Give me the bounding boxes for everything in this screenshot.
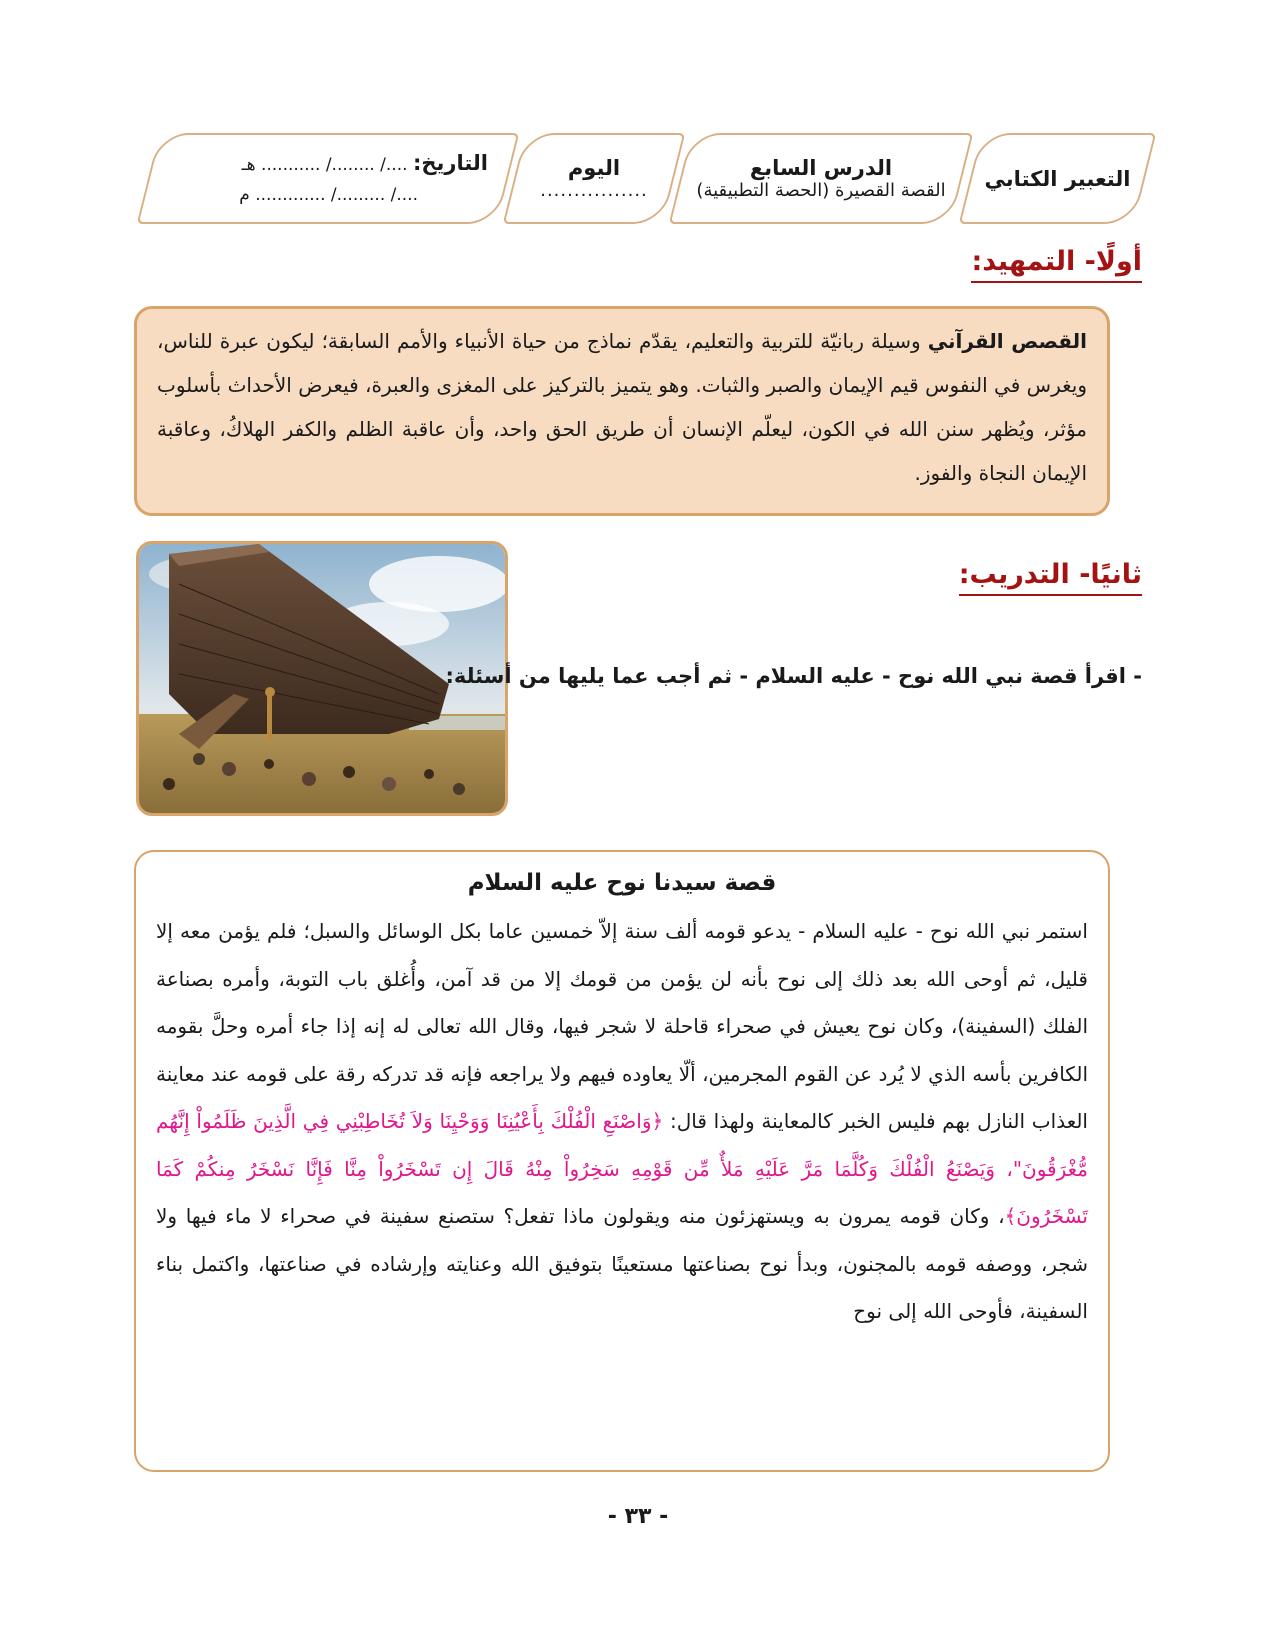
section-training-title: ثانيًا- التدريب: [959,559,1142,596]
story-title: قصة سيدنا نوح عليه السلام [467,870,777,896]
instruction-text: - اقرأ قصة نبي الله نوح - عليه السلام - ثم أجب عما يليها من أسئلة: [445,664,1142,688]
intro-box [134,306,1110,516]
subject-tab [959,133,1157,224]
intro-lead: القصص القرآني [927,329,1087,353]
story-text [156,908,1088,1336]
date-tab [137,133,520,224]
page-number: - ٣٣ - [607,1504,669,1529]
quran-verse: ﴿وَاصْنَعِ الْفُلْكَ بِأَعْيُنِنَا وَوَحْيِنَا وَلاَ تُخَاطِبْنِي فِي الَّذِينَ ظَلَمُواْ إِنَّهُم مُّغْرَقُونَ"، وَيَصْنَعُ الْفُلْكَ وَكُلَّمَا مَرَّ عَلَيْهِ مَلأٌ مِّن قَوْمِهِ سَخِرُواْ مِنْهُ قَالَ إِن تَسْخَرُواْ مِنَّا فَإِنَّا نَسْخَرُ مِنكُمْ كَمَا تَسْخَرُونَ﴾ [156,1109,1088,1228]
day-label: اليوم [567,156,621,180]
section-intro-title: أولًا- التمهيد: [971,246,1142,283]
date-hijri: ..../ ......../ ........... هـ [241,154,408,175]
lesson-subtitle: القصة القصيرة (الحصة التطبيقية) [696,180,946,201]
story-part-1: استمر نبي الله نوح - عليه السلام - يدعو قومه ألف سنة إلاّ خمسين عاما بكل الوسائل والسبل؛ فلم يؤمن معه إلا قليل، ثم أوحى الله بعد ذلك إلى نوح بأنه لن يؤمن من قومك إلا من قد آمن، وأُغلق باب التوبة، وأمره بصناعة الفلك (السفينة)، وكان نوح يعيش في صحراء قاحلة لا شجر فيها، وقال الله تعالى له إنه إذا جاء أمره وحلَّ بقومه الكافرين بأسه الذي لا يُرد عن القوم المجرمين، ألّا يعاوده فيهم ولا يراجعه فإنه قد تدركه رقة على قومه عند معاينة العذاب النازل بهم فليس الخبر كالمعاينة ولهذا قال: [156,919,1088,1133]
subject-label: التعبير الكتابي [984,166,1131,191]
date-gregorian: ..../ ........./ ............. م [239,184,418,205]
intro-text: وسيلة ربانيّة للتربية والتعليم، يقدّم نماذج من حياة الأنبياء والأمم السابقة؛ ليكون عبرة للناس، ويغرس في النفوس قيم الإيمان والصبر والثبات. وهو يتميز بالتركيز على المغزى والعبرة، فيعرض الأحداث بأسلوب مؤثر، ويُظهر سنن الله في الكون، ليعلّم الإنسان أن طريق الحق واحد، وأن عاقبة الظلم والكفر الهلاكُ، وعاقبة الإيمان النجاة والفوز. [157,329,1087,485]
story-part-2: ، وكان قومه يمرون به ويستهزئون منه ويقولون ماذا تفعل؟ ستصنع سفينة في صحراء لا ماء فيها ولا شجر، ووصفه قومه بالمجنون، وبدأ نوح بصناعتها مستعينًا بتوفيق الله وعنايته وإرشاده في صناعتها، واكتمل بناء السفينة، فأوحى الله إلى نوح [156,1204,1088,1323]
day-blank: ................ [540,180,648,201]
story-box [134,850,1110,1472]
date-label: التاريخ: [412,150,488,175]
lesson-title: الدرس السابع [749,156,893,180]
day-tab [503,133,686,224]
lesson-tab [669,133,974,224]
